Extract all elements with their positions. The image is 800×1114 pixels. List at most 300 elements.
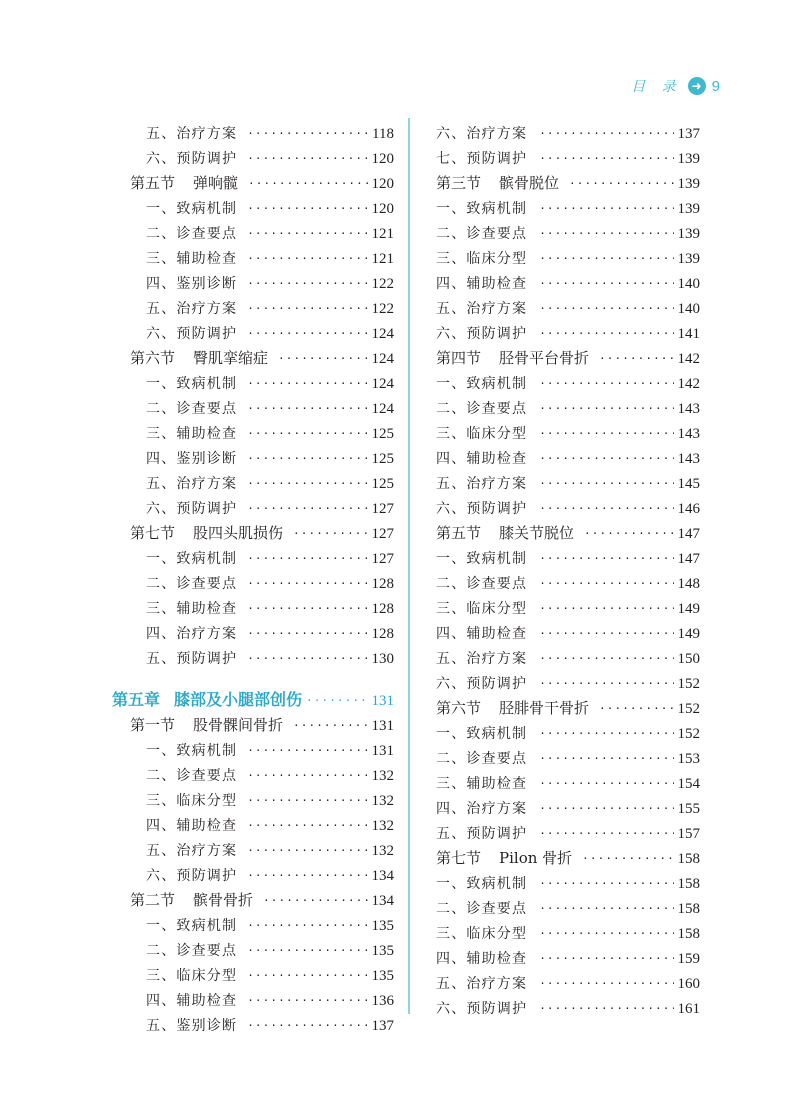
toc-page-number: 153 [677,751,700,767]
dot-leader [599,700,673,718]
toc-page-number: 152 [677,701,700,717]
toc-entry-title: 六、预防调护 [436,326,528,342]
dot-leader [247,150,367,168]
toc-page-number: 160 [677,976,700,992]
toc-entry-title: 四、辅助检查 [436,626,528,642]
dot-leader [569,175,673,193]
toc-subsection-entry[interactable] [434,718,700,743]
toc-subsection-entry[interactable] [96,860,394,885]
toc-subsection-entry[interactable] [96,143,394,168]
toc-entry-title: 四、鉴别诊断 [146,451,238,467]
toc-entry-title: 弹响髋 [193,174,239,192]
toc-subsection-entry[interactable] [96,443,394,468]
dot-leader [599,350,673,368]
toc-page-number: 145 [677,476,700,492]
dot-leader [539,800,673,818]
toc-page-number: 127 [371,526,394,542]
toc-entry-title: 髌骨脱位 [499,174,560,192]
toc-entry-title: 七、预防调护 [436,151,528,167]
dot-leader [539,425,673,443]
toc-entry-title: 一、致病机制 [146,376,238,392]
dot-leader [278,350,367,368]
toc-page-number: 155 [677,801,700,817]
page-header [631,76,720,96]
toc-subsection-entry[interactable] [434,643,700,668]
dot-leader [539,475,673,493]
toc-subsection-entry[interactable] [96,568,394,593]
dot-leader [539,250,673,268]
toc-page-number: 146 [677,501,700,517]
dot-leader [539,825,673,843]
toc-page-number: 124 [371,326,394,342]
toc-entry-number: 第七节 [436,849,482,867]
toc-entry-title: 五、治疗方案 [146,301,238,317]
toc-page-number: 147 [677,551,700,567]
toc-page-number: 132 [371,793,394,809]
toc-page-number: 161 [677,1001,700,1017]
dot-leader [247,125,368,143]
toc-entry-number: 第七节 [130,524,176,542]
toc-entry-title: 四、辅助检查 [436,276,528,292]
toc-subsection-entry[interactable] [434,143,700,168]
toc-entry-title: 五、鉴别诊断 [146,1018,238,1034]
dot-leader [539,225,673,243]
toc-entry-number: 第二节 [130,891,176,909]
dot-leader [582,850,673,868]
toc-page-number: 132 [371,768,394,784]
toc-page-number: 159 [677,951,700,967]
toc-section-entry[interactable] [96,168,394,193]
dot-leader [539,1000,673,1018]
dot-leader [247,325,367,343]
toc-subsection-entry[interactable] [434,743,700,768]
toc-page-number: 121 [371,226,394,242]
toc-entry-title: 胫腓骨干骨折 [499,699,590,717]
toc-subsection-entry[interactable] [96,393,394,418]
toc-page-number: 149 [677,601,700,617]
toc-page-number: 131 [371,693,394,709]
toc-section-entry[interactable] [434,843,700,868]
toc-subsection-entry[interactable] [434,968,700,993]
toc-page-number: 128 [371,576,394,592]
toc-entry-title: 六、预防调护 [146,868,238,884]
toc-page-number: 158 [677,901,700,917]
dot-leader [539,925,673,943]
toc-entry-title: 三、临床分型 [436,426,528,442]
toc-page-number: 122 [371,301,394,317]
toc-page-number: 137 [371,1018,394,1034]
toc-subsection-entry[interactable] [434,618,700,643]
toc-entry-title: 二、诊查要点 [146,768,238,784]
dot-leader [539,725,673,743]
toc-entry-number: 第五节 [436,524,482,542]
toc-page-number: 131 [371,718,394,734]
toc-page-number: 136 [371,993,394,1009]
toc-subsection-entry[interactable] [434,868,700,893]
dot-leader [539,625,673,643]
toc-right-column [434,118,700,1018]
dot-leader [247,300,367,318]
toc-subsection-entry[interactable] [434,193,700,218]
toc-entry-title: 三、临床分型 [436,601,528,617]
toc-subsection-entry[interactable] [434,818,700,843]
toc-page-number: 127 [371,501,394,517]
dot-leader [248,175,367,193]
toc-subsection-entry[interactable] [434,268,700,293]
toc-entry-title: 二、诊查要点 [146,943,238,959]
toc-entry-title: 一、致病机制 [146,743,238,759]
dot-leader [247,400,367,418]
toc-section-entry[interactable] [96,518,394,543]
toc-subsection-entry[interactable] [434,543,700,568]
toc-entry-title: 股四头肌损伤 [193,524,284,542]
dot-leader [539,400,673,418]
toc-subsection-entry[interactable] [96,643,394,668]
dot-leader [539,375,673,393]
dot-leader [539,750,673,768]
toc-page-number: 139 [677,226,700,242]
dot-leader [247,767,367,785]
dot-leader [539,975,673,993]
toc-page-number: 134 [371,893,394,909]
toc-subsection-entry[interactable] [96,118,394,143]
toc-page-number: 143 [677,451,700,467]
toc-entry-title: 五、治疗方案 [436,976,528,992]
toc-entry-title: 三、临床分型 [146,793,238,809]
page-number: 9 [711,77,720,95]
toc-entry-title: 二、诊查要点 [436,901,528,917]
dot-leader [539,900,673,918]
dot-leader [539,950,673,968]
toc-subsection-entry[interactable] [434,368,700,393]
toc-page-number: 120 [371,151,394,167]
toc-entry-title: 五、治疗方案 [146,126,238,142]
toc-page-number: 125 [371,426,394,442]
toc-page-number: 157 [677,826,700,842]
toc-entry-title: 五、治疗方案 [146,843,238,859]
toc-entry-title: 三、辅助检查 [146,251,238,267]
dot-leader [539,200,673,218]
toc-entry-title: Pilon 骨折 [499,849,573,867]
toc-section-entry[interactable] [96,343,394,368]
dot-leader [539,675,673,693]
toc-page-number: 134 [371,868,394,884]
toc-entry-title: 四、辅助检查 [146,818,238,834]
arrow-right-icon: ➜ [688,77,706,95]
toc-entry-title: 六、预防调护 [436,676,528,692]
dot-leader [247,867,367,885]
toc-page-number: 120 [371,201,394,217]
dot-leader [247,425,367,443]
toc-entry-number: 第四节 [436,349,482,367]
toc-subsection-entry[interactable] [96,293,394,318]
toc-page-number: 132 [371,843,394,859]
toc-subsection-entry[interactable] [434,468,700,493]
toc-page-number: 125 [371,451,394,467]
toc-page-number: 124 [371,351,394,367]
toc-entry-title: 四、治疗方案 [146,626,238,642]
toc-subsection-entry[interactable] [434,668,700,693]
dot-leader [247,792,367,810]
toc-subsection-entry[interactable] [434,918,700,943]
toc-subsection-entry[interactable] [96,735,394,760]
toc-entry-title: 四、辅助检查 [146,993,238,1009]
toc-page-number: 143 [677,426,700,442]
toc-entry-title: 六、治疗方案 [436,126,528,142]
toc-subsection-entry[interactable] [96,243,394,268]
toc-entry-title: 五、治疗方案 [436,301,528,317]
dot-leader [263,892,367,910]
toc-page-number: 150 [677,651,700,667]
toc-page-number: 120 [371,176,394,192]
toc-entry-title: 二、诊查要点 [146,401,238,417]
toc-entry-title: 三、辅助检查 [146,426,238,442]
toc-entry-number: 第六节 [130,349,176,367]
toc-entry-title: 一、致病机制 [146,551,238,567]
toc-subsection-entry[interactable] [96,468,394,493]
dot-leader [539,275,673,293]
toc-section-entry[interactable] [96,710,394,735]
toc-entry-title: 五、治疗方案 [436,476,528,492]
toc-entry-title: 四、治疗方案 [436,801,528,817]
toc-subsection-entry[interactable] [434,768,700,793]
toc-page-number: 139 [677,201,700,217]
toc-section-entry[interactable] [434,693,700,718]
dot-leader [247,650,367,668]
toc-page-number: 140 [677,276,700,292]
toc-entry-title: 六、预防调护 [146,151,238,167]
dot-leader [247,575,367,593]
toc-subsection-entry[interactable] [96,493,394,518]
toc-entry-number: 第五节 [130,174,176,192]
toc-page-number: 122 [371,276,394,292]
toc-subsection-entry[interactable] [96,760,394,785]
dot-leader [247,225,367,243]
toc-page-number: 142 [677,351,700,367]
toc-subsection-entry[interactable] [96,618,394,643]
toc-subsection-entry[interactable] [96,835,394,860]
toc-entry-number: 第三节 [436,174,482,192]
toc-page-number: 139 [677,151,700,167]
toc-subsection-entry[interactable] [434,418,700,443]
toc-page-number: 124 [371,376,394,392]
dot-leader [247,475,367,493]
dot-leader [539,600,673,618]
toc-page-number: 121 [371,251,394,267]
toc-subsection-entry[interactable] [96,785,394,810]
toc-page-number: 127 [371,551,394,567]
toc-entry-title: 膝部及小腿部创伤 [174,690,303,709]
dot-leader [247,842,367,860]
toc-page-number: 152 [677,676,700,692]
dot-leader [247,500,367,518]
dot-leader [539,150,673,168]
dot-leader [247,967,367,985]
toc-page-number: 141 [677,326,700,342]
dot-leader [539,125,673,143]
toc-page-number: 152 [677,726,700,742]
toc-subsection-entry[interactable] [96,368,394,393]
toc-entry-title: 六、预防调护 [146,501,238,517]
toc-entry-title: 六、预防调护 [146,326,238,342]
toc-page-number: 139 [677,251,700,267]
toc-entry-title: 三、临床分型 [436,926,528,942]
toc-entry-title: 一、致病机制 [146,918,238,934]
toc-subsection-entry[interactable] [96,193,394,218]
toc-page-number: 132 [371,818,394,834]
toc-page-number: 142 [677,376,700,392]
dot-leader [247,250,367,268]
dot-leader [584,525,673,543]
dot-leader [247,1017,367,1035]
toc-entry-title: 一、致病机制 [146,201,238,217]
toc-page-number: 118 [372,126,394,142]
toc-entry-title: 二、诊查要点 [146,576,238,592]
toc-entry-title: 二、诊查要点 [436,226,528,242]
toc-subsection-entry[interactable] [434,943,700,968]
toc-entry-title: 二、诊查要点 [436,576,528,592]
toc-chapter-entry[interactable] [96,680,394,710]
toc-subsection-entry[interactable] [434,243,700,268]
toc-page-number: 128 [371,601,394,617]
toc-entry-number: 第六节 [436,699,482,717]
dot-leader [247,200,367,218]
dot-leader [247,742,367,760]
toc-subsection-entry[interactable] [96,418,394,443]
toc-subsection-entry[interactable] [96,593,394,618]
dot-leader [247,550,367,568]
toc-section-entry[interactable] [434,518,700,543]
toc-entry-title: 六、预防调护 [436,1001,528,1017]
toc-subsection-entry[interactable] [96,218,394,243]
toc-page-number: 135 [371,968,394,984]
dot-leader [247,625,367,643]
dot-leader [247,942,367,960]
toc-entry-title: 四、辅助检查 [436,951,528,967]
toc-subsection-entry[interactable] [434,568,700,593]
toc-page-number: 158 [677,851,700,867]
toc-subsection-entry[interactable] [434,443,700,468]
toc-subsection-entry[interactable] [434,393,700,418]
toc-entry-title: 髌骨骨折 [193,891,254,909]
toc-page-number: 125 [371,476,394,492]
dot-leader [539,325,673,343]
toc-entry-number: 第五章 [112,690,161,709]
toc-subsection-entry[interactable] [434,593,700,618]
toc-page-number: 137 [677,126,700,142]
toc-page-number: 128 [371,626,394,642]
toc-entry-number: 第一节 [130,716,176,734]
toc-page-number: 139 [677,176,700,192]
toc-subsection-entry[interactable] [434,893,700,918]
dot-leader [247,917,367,935]
toc-page-number: 149 [677,626,700,642]
toc-subsection-entry[interactable] [434,218,700,243]
toc-entry-title: 一、致病机制 [436,551,528,567]
dot-leader [293,525,367,543]
column-divider [408,118,410,1014]
dot-leader [247,275,367,293]
toc-page-number: 130 [371,651,394,667]
toc-subsection-entry[interactable] [434,993,700,1018]
toc-entry-title: 五、预防调护 [146,651,238,667]
toc-entry-title: 胫骨平台骨折 [499,349,590,367]
dot-leader [539,500,673,518]
dot-leader [247,992,367,1010]
toc-entry-title: 二、诊查要点 [146,226,238,242]
toc-subsection-entry[interactable] [96,985,394,1010]
toc-entry-title: 二、诊查要点 [436,401,528,417]
toc-section-entry[interactable] [434,343,700,368]
toc-subsection-entry[interactable] [96,318,394,343]
toc-subsection-entry[interactable] [96,910,394,935]
toc-entry-title: 一、致病机制 [436,201,528,217]
toc-page-number: 135 [371,943,394,959]
toc-subsection-entry[interactable] [96,935,394,960]
toc-entry-title: 四、辅助检查 [436,451,528,467]
toc-subsection-entry[interactable] [434,118,700,143]
toc-subsection-entry[interactable] [434,293,700,318]
toc-entry-title: 五、预防调护 [436,826,528,842]
dot-leader [539,550,673,568]
dot-leader [539,575,673,593]
toc-entry-title: 三、辅助检查 [436,776,528,792]
dot-leader [293,717,367,735]
toc-page-number: 154 [677,776,700,792]
toc-subsection-entry[interactable] [434,793,700,818]
toc-entry-title: 三、临床分型 [436,251,528,267]
toc-subsection-entry[interactable] [434,318,700,343]
toc-page-number: 140 [677,301,700,317]
toc-entry-title: 一、致病机制 [436,726,528,742]
toc-entry-title: 一、致病机制 [436,876,528,892]
dot-leader [247,450,367,468]
toc-entry-title: 二、诊查要点 [436,751,528,767]
toc-section-entry[interactable] [434,168,700,193]
toc-subsection-entry[interactable] [96,543,394,568]
toc-page-number: 143 [677,401,700,417]
dot-leader [306,692,367,710]
toc-subsection-entry[interactable] [96,810,394,835]
dot-leader [539,650,673,668]
toc-entry-title: 五、治疗方案 [436,651,528,667]
toc-page-number: 124 [371,401,394,417]
dot-leader [539,450,673,468]
dot-leader [247,600,367,618]
toc-entry-title: 六、预防调护 [436,501,528,517]
toc-entry-title: 股骨髁间骨折 [193,716,284,734]
toc-page-number: 131 [371,743,394,759]
toc-subsection-entry[interactable] [96,268,394,293]
toc-subsection-entry[interactable] [96,1010,394,1035]
header-title: 目 录 [631,79,682,95]
toc-entry-title: 五、治疗方案 [146,476,238,492]
toc-page-number: 147 [677,526,700,542]
toc-subsection-entry[interactable] [96,960,394,985]
toc-subsection-entry[interactable] [434,493,700,518]
toc-page-number: 148 [677,576,700,592]
dot-leader [247,375,367,393]
toc-section-entry[interactable] [96,885,394,910]
toc-page-number: 135 [371,918,394,934]
toc-entry-title: 四、鉴别诊断 [146,276,238,292]
toc-entry-title: 一、致病机制 [436,376,528,392]
toc-entry-title: 膝关节脱位 [499,524,575,542]
toc-page-number: 158 [677,926,700,942]
toc-entry-title: 臀肌挛缩症 [193,349,269,367]
dot-leader [539,875,673,893]
toc-entry-title: 三、辅助检查 [146,601,238,617]
